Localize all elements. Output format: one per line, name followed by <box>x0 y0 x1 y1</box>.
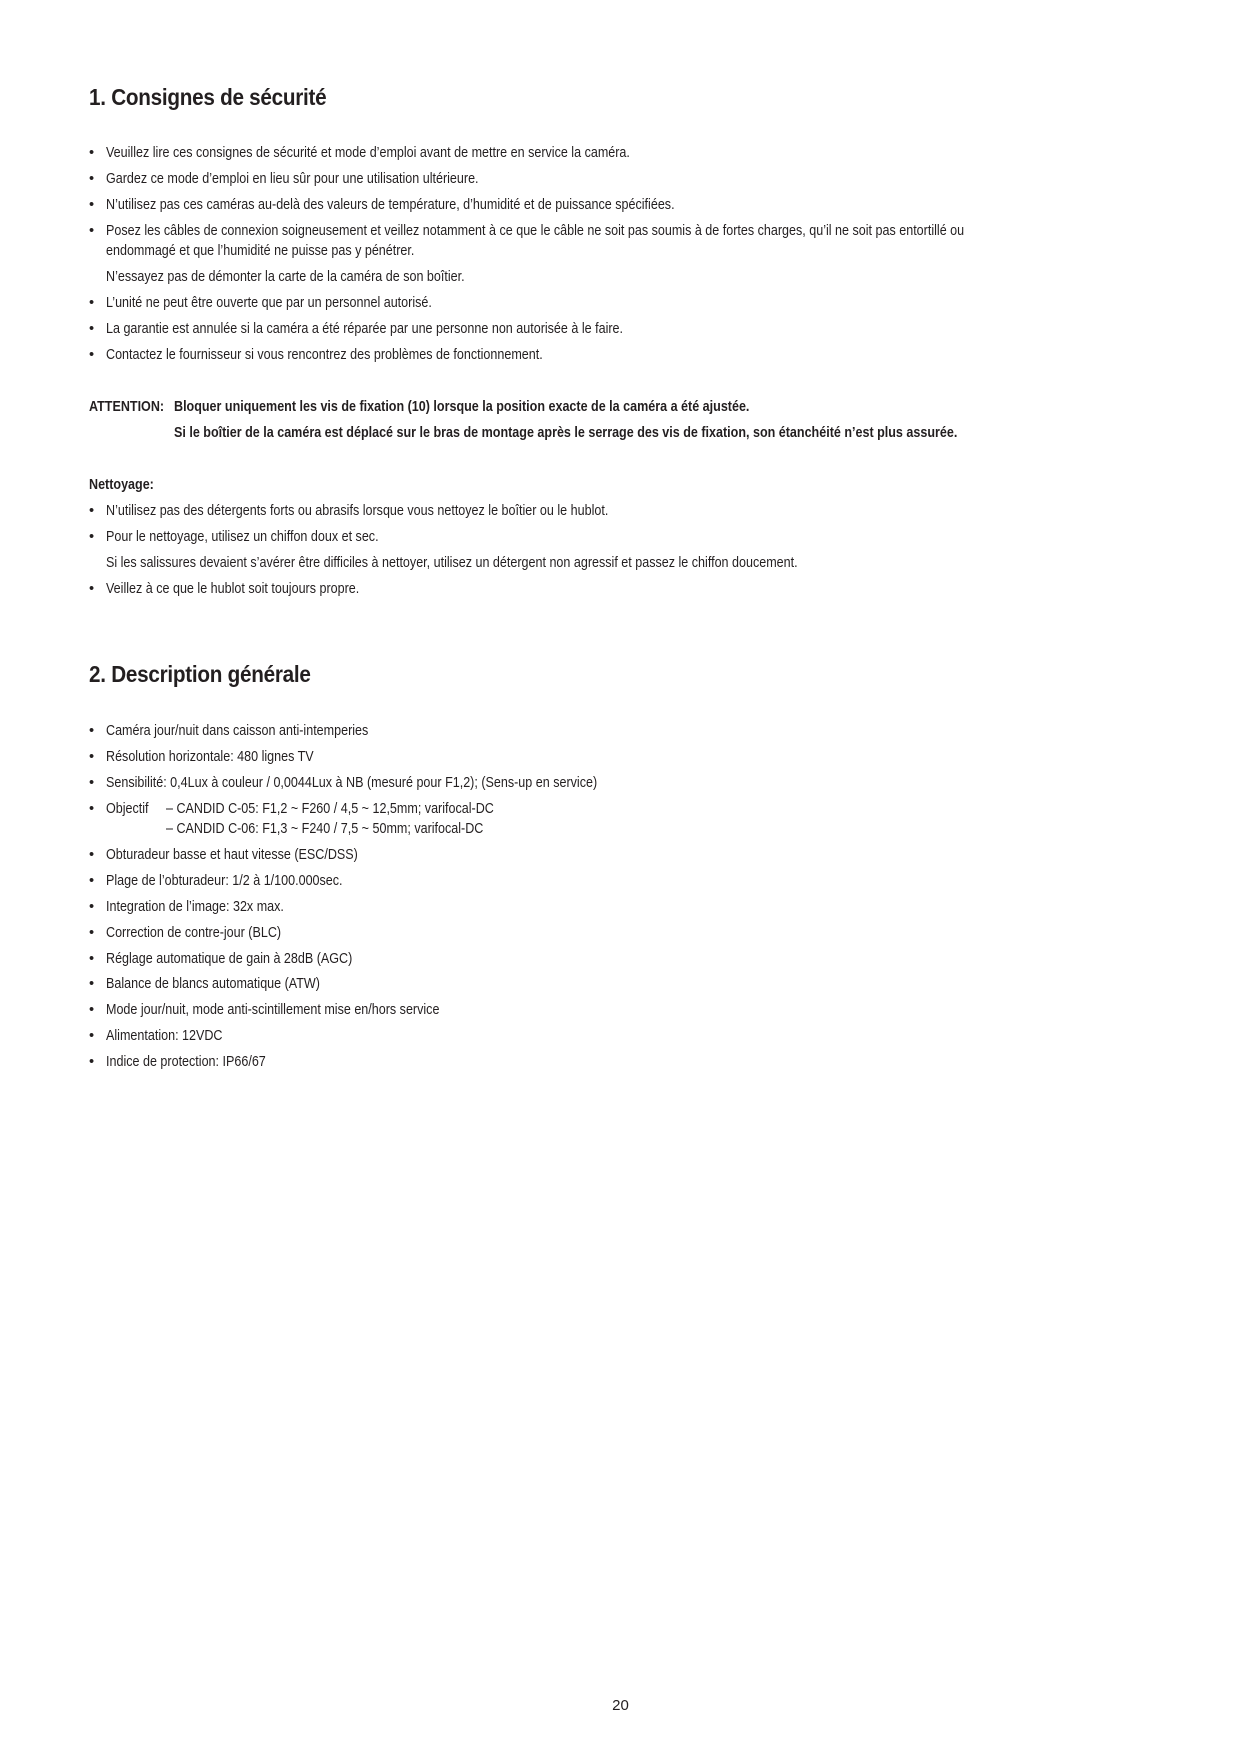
attention-line: Bloquer uniquement les vis de fixation (10) lorsque la position exacte de la caméra a été ajustée. <box>174 399 750 415</box>
safety-item: Gardez ce mode d’emploi en lieu sûr pour une utilisation ultérieure. <box>106 171 479 187</box>
safety-item: L’unité ne peut être ouverte que par un personnel autorisé. <box>106 295 432 311</box>
attention-label: ATTENTION: <box>89 399 165 415</box>
feature-item: Sensibilité: 0,4Lux à couleur / 0,0044Lux à NB (mesuré pour F1,2); (Sens-up en service) <box>106 775 598 791</box>
cleaning-heading: Nettoyage: <box>89 477 154 493</box>
bullet-glyph: • <box>89 775 95 791</box>
safety-item: Posez les câbles de connexion soigneusement et veillez notamment à ce que le câble ne soit pas soumis à de fortes charges, qu’il ne soit pas entortillé ou <box>106 223 965 239</box>
bullet-glyph: • <box>89 1054 95 1070</box>
section-title-safety: 1. Consignes de sécurité <box>89 84 327 110</box>
safety-item: Contactez le fournisseur si vous rencontrez des problèmes de fonctionnement. <box>106 347 543 363</box>
bullet-glyph: • <box>89 295 95 311</box>
feature-item: Indice de protection: IP66/67 <box>106 1054 266 1070</box>
bullet-glyph: • <box>89 899 95 915</box>
bullet-glyph: • <box>89 801 95 817</box>
feature-item: Obturadeur basse et haut vitesse (ESC/DSS) <box>106 847 358 863</box>
bullet-glyph: • <box>89 873 95 889</box>
feature-item: Correction de contre-jour (BLC) <box>106 925 282 941</box>
feature-item: Balance de blancs automatique (ATW) <box>106 976 320 992</box>
feature-item: Plage de l’obturadeur: 1/2 à 1/100.000sec. <box>106 873 343 889</box>
safety-item: La garantie est annulée si la caméra a été réparée par une personne non autorisée à le faire. <box>106 321 624 337</box>
bullet-glyph: • <box>89 197 95 213</box>
lens-option: – CANDID C-06: F1,3 ~ F240 / 7,5 ~ 50mm; varifocal-DC <box>166 821 484 837</box>
bullet-glyph: • <box>89 145 95 161</box>
attention-line: Si le boîtier de la caméra est déplacé sur le bras de montage après le serrage des vis de fixation, son étanchéité n’est plus assurée. <box>174 425 958 441</box>
bullet-glyph: • <box>89 529 95 545</box>
feature-item: Integration de l’image: 32x max. <box>106 899 284 915</box>
lens-option: – CANDID C-05: F1,2 ~ F260 / 4,5 ~ 12,5mm; varifocal-DC <box>166 801 494 817</box>
safety-item-note: N’essayez pas de démonter la carte de la caméra de son boîtier. <box>106 269 465 285</box>
bullet-glyph: • <box>89 171 95 187</box>
bullet-glyph: • <box>89 1002 95 1018</box>
feature-item: Réglage automatique de gain à 28dB (AGC) <box>106 951 353 967</box>
bullet-glyph: • <box>89 581 95 597</box>
bullet-glyph: • <box>89 847 95 863</box>
bullet-glyph: • <box>89 723 95 739</box>
bullet-glyph: • <box>89 503 95 519</box>
bullet-glyph: • <box>89 1028 95 1044</box>
safety-item: N’utilisez pas ces caméras au-delà des valeurs de température, d’humidité et de puissance spécifiées. <box>106 197 675 213</box>
bullet-glyph: • <box>89 321 95 337</box>
safety-item: Veuillez lire ces consignes de sécurité et mode d’emploi avant de mettre en service la caméra. <box>106 145 630 161</box>
section-title-description: 2. Description générale <box>89 661 311 687</box>
cleaning-item: Pour le nettoyage, utilisez un chiffon doux et sec. <box>106 529 379 545</box>
feature-item: Mode jour/nuit, mode anti-scintillement mise en/hors service <box>106 1002 440 1018</box>
bullet-glyph: • <box>89 925 95 941</box>
bullet-glyph: • <box>89 223 95 239</box>
cleaning-item: Veillez à ce que le hublot soit toujours propre. <box>106 581 360 597</box>
feature-item-lens: Objectif <box>106 801 149 817</box>
feature-item: Alimentation: 12VDC <box>106 1028 223 1044</box>
bullet-glyph: • <box>89 347 95 363</box>
feature-item: Caméra jour/nuit dans caisson anti-intemperies <box>106 723 369 739</box>
cleaning-item: N’utilisez pas des détergents forts ou abrasifs lorsque vous nettoyez le boîtier ou le hublot. <box>106 503 609 519</box>
safety-item-continuation: endommagé et que l’humidité ne puisse pas y pénétrer. <box>106 243 415 259</box>
page-number: 20 <box>612 1697 629 1714</box>
feature-item: Résolution horizontale: 480 lignes TV <box>106 749 314 765</box>
bullet-glyph: • <box>89 749 95 765</box>
cleaning-item-note: Si les salissures devaient s’avérer être difficiles à nettoyer, utilisez un détergent non agressif et passez le chiffon doucement. <box>106 555 798 571</box>
bullet-glyph: • <box>89 976 95 992</box>
bullet-glyph: • <box>89 951 95 967</box>
